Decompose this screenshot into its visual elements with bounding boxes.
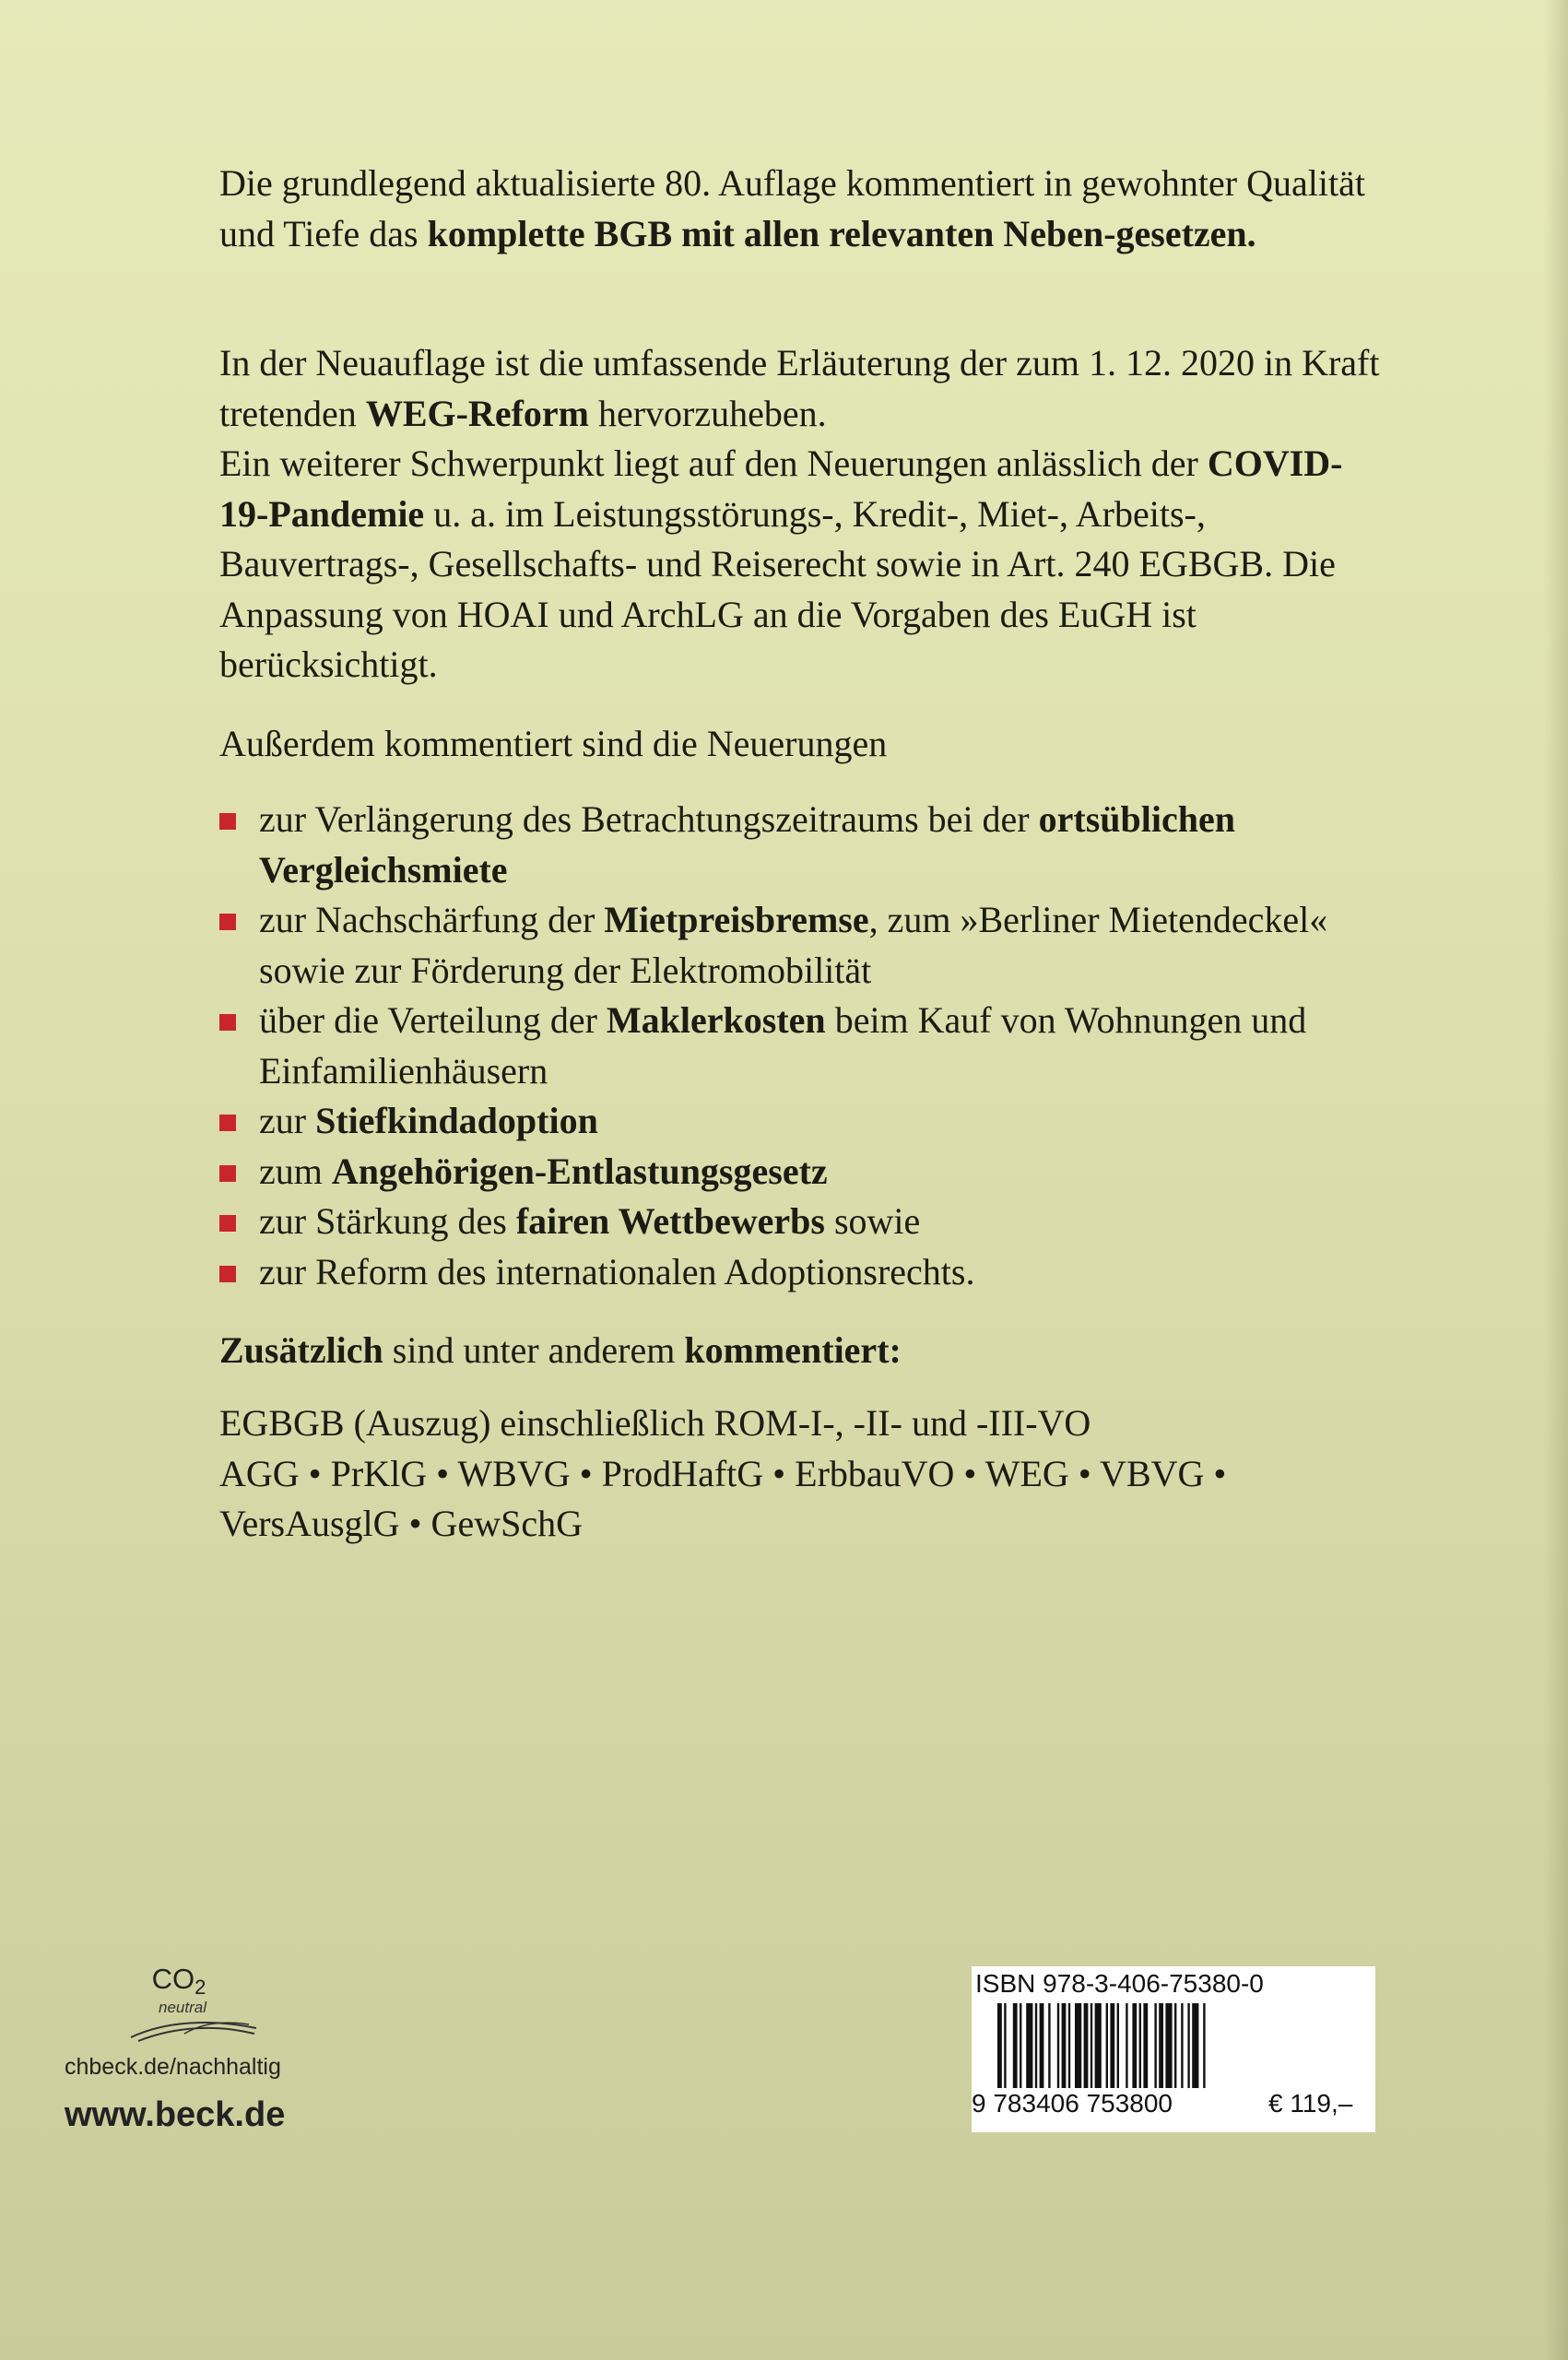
- list-item: über die Verteilung der Maklerkosten beim Kauf von Wohnungen und Einfamilienhäusern: [219, 996, 1381, 1096]
- law-list: [219, 1398, 1381, 1550]
- kommentiert-bold: kommentiert:: [684, 1329, 902, 1371]
- reform-text-2: hervorzuheben.: [588, 392, 827, 434]
- covid-bold: COVID-19-Pandemie: [219, 442, 1343, 535]
- intro-text: Die grundlegend aktualisierte 80. Auflage kommentiert in gewohnter Qualität und Tiefe das: [219, 162, 1365, 254]
- list-item: zur Stärkung des fairen Wettbewerbs sowie: [219, 1197, 1381, 1247]
- list-item: zum Angehörigen-Entlastungsgesetz: [219, 1147, 1381, 1198]
- list-item: zur Verlängerung des Betrachtungszeitraums bei der ortsüblichen Vergleichsmiete: [219, 795, 1381, 895]
- neuerungen-list: [219, 795, 1381, 1297]
- reform-text-4: u. a. im Leistungsstörungs-, Kredit-, Miet-, Arbeits-, Bauvertrags-, Gesellschafts- und Reiserecht sowie in Art. 240 EGBGB. Die Anpassung von HOAI und ArchLG an die Vorgaben des EuGH ist berücksichtigt.: [219, 492, 1336, 685]
- zusaetzlich-bold: Zusätzlich: [219, 1329, 383, 1371]
- neutral-label: neutral: [159, 1999, 206, 2016]
- neuerungen-intro: Außerdem kommentiert sind die Neuerungen: [219, 723, 888, 764]
- price-label: € 119,–: [1268, 2089, 1353, 2118]
- barcode-icon: [997, 2003, 1265, 2088]
- red-square-icon: [219, 1215, 236, 1232]
- red-square-icon: [219, 813, 236, 830]
- weg-reform-bold: WEG-Reform: [365, 392, 589, 434]
- red-square-icon: [219, 1115, 236, 1131]
- red-square-icon: [219, 914, 236, 930]
- additional-heading: Zusätzlich sind unter anderem kommentiert:: [219, 1329, 902, 1371]
- list-item: zur Reform des internationalen Adoptionsrechts.: [219, 1247, 1381, 1298]
- website-link[interactable]: www.beck.de: [65, 2095, 286, 2134]
- isbn-label: ISBN 978-3-406-75380-0: [975, 1969, 1264, 1998]
- law-list-line-1: EGBGB (Auszug) einschließlich ROM-I-, -II- und -III-VO: [219, 1402, 1091, 1444]
- nachhaltig-link[interactable]: chbeck.de/nachhaltig: [65, 2054, 281, 2080]
- law-list-line-2: AGG • PrKlG • WBVG • ProdHaftG • ErbbauVO • WEG • VBVG • VersAusglG • GewSchG: [219, 1452, 1227, 1544]
- list-item: zur Stiefkindadoption: [219, 1096, 1381, 1147]
- intro-paragraph: [219, 159, 1381, 259]
- isbn-digits: 9 783406 753800: [972, 2089, 1173, 2118]
- reform-text-3: Ein weiterer Schwerpunkt liegt auf den Neuerungen anlässlich der: [219, 442, 1208, 484]
- red-square-icon: [219, 1165, 236, 1182]
- reform-paragraph: [219, 338, 1381, 690]
- co2-label: $CO_2$: [151, 1963, 206, 1999]
- leaf-icon: [129, 2015, 258, 2043]
- red-square-icon: [219, 1014, 236, 1031]
- list-item: zur Nachschärfung der Mietpreisbremse, zum »Berliner Mietendeckel« sowie zur Förderung der Elektromobilität: [219, 895, 1381, 996]
- reform-text-1: In der Neuauflage ist die umfassende Erläuterung der zum 1. 12. 2020 in Kraft tretenden: [219, 342, 1380, 434]
- intro-bold: komplette BGB mit allen relevanten Neben-gesetzen.: [427, 212, 1256, 254]
- isbn-barcode-block: [972, 1966, 1375, 2132]
- red-square-icon: [219, 1266, 236, 1282]
